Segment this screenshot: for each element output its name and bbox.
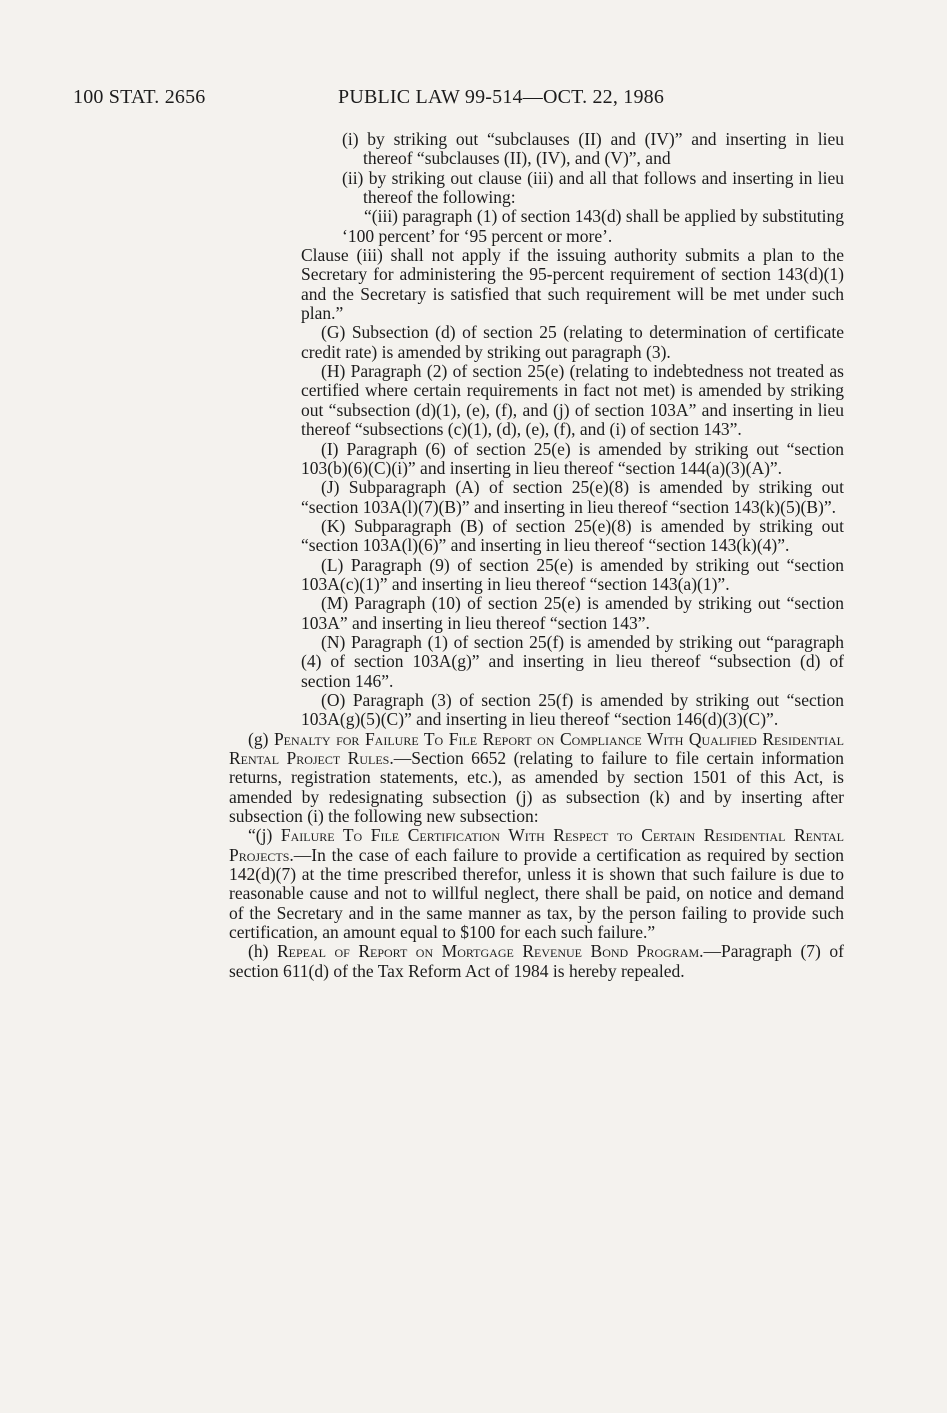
subsection-g-label: (g) [248,728,274,749]
statute-body [0,130,947,981]
subsection-j [229,826,844,942]
subparagraph-G: (G) Subsection (d) of section 25 (relating to determination of certificate credit rate) is amended by striking out paragraph (3). [301,322,844,362]
subsection-j-heading: Failure To File Certification With Respect to Certain Residential Rental Projects. [229,825,845,865]
subparagraph-I: (I) Paragraph (6) of section 25(e) is amended by striking out “section 103(b)(6)(C)(i)” and inserting in lieu thereof “section 144(a)(3)(A)”. [301,438,844,478]
subsection-g-heading: Penalty for Failure To File Report on Compliance With Qualified Residential Rental Project Rules. [229,728,845,768]
subparagraph-J: (J) Subparagraph (A) of section 25(e)(8) is amended by striking out “section 103A(l)(7)(B)” and inserting in lieu thereof “section 143(k)(5)(B)”. [301,477,844,517]
subparagraph-H: (H) Paragraph (2) of section 25(e) (relating to indebtedness not treated as certified where certain requirements in fact not met) is amended by striking out “subsection (d)(1), (e), (f), and (j) of section 103A” and inserting in lieu thereof “subsections (c)(1), (d), (e), (f), and (i) of section 143”. [301,361,844,440]
statute-page-number: 100 STAT. 2656 [73,86,206,108]
subparagraph-K: (K) Subparagraph (B) of section 25(e)(8) is amended by striking out “section 103A(l)(6)” and inserting in lieu thereof “section 143(k)(4)”. [301,515,844,556]
subsection-h-label: (h) [248,941,277,962]
law-title: PUBLIC LAW 99-514—OCT. 22, 1986 [338,86,665,108]
subsection-j-text: —In the case of each failure to provide a certification as required by section 142(d)(7) at the time prescribed therefor, unless it is shown that such failure is due to reasonable cause and not to willful neglect, there shall be paid, on notice and demand of the Secretary and in the same manner as tax, by the person failing to provide such certification, an amount equal to $100 for each such failure.” [229,844,844,943]
subparagraph-L: (L) Paragraph (9) of section 25(e) is amended by striking out “section 103A(c)(1)” and inserting in lieu thereof “section 143(a)(1)”. [301,554,844,594]
subparagraph-N: (N) Paragraph (1) of section 25(f) is amended by striking out “paragraph (4) of section 103A(g)” and inserting in lieu thereof “subsection (d) of section 146”. [301,631,844,691]
subsection-g [229,730,844,827]
clause-iii-condition: Clause (iii) shall not apply if the issuing authority submits a plan to the Secretary for administering the 95-percent requirement of section 143(d)(1) and the Secretary is satisfied that such requirement will be met under such plan.” [301,245,844,324]
clause-iii: “(iii) paragraph (1) of section 143(d) shall be applied by substituting ‘100 percent’ for ‘95 percent or more’. [342,206,844,246]
subparagraph-M: (M) Paragraph (10) of section 25(e) is amended by striking out “section 103A” and inserting in lieu thereof “section 143”. [301,593,844,633]
clause-i: (i) by striking out “subclauses (II) and (IV)” and inserting in lieu thereof “subclauses (II), (IV), and (V)”, and [342,129,844,169]
subsection-j-label: “(j) [248,825,281,846]
subsection-h-heading: Repeal of Report on Mortgage Revenue Bond Program. [276,941,704,962]
subparagraph-O: (O) Paragraph (3) of section 25(f) is amended by striking out “section 103A(g)(5)(C)” and inserting in lieu thereof “section 146(d)(3)(C)”. [301,689,844,730]
subsection-h-text: —Paragraph (7) of section 611(d) of the Tax Reform Act of 1984 is hereby repealed. [229,941,844,981]
subsection-g-text: —Section 6652 (relating to failure to file certain information returns, registration statements, etc.), as amended by section 1501 of this Act, is amended by redesignating subsection (j) as subsection (k) and by inserting after subsection (i) the following new subsection: [229,748,844,827]
clause-ii: (ii) by striking out clause (iii) and all that follows and inserting in lieu thereof the following: [342,167,844,208]
subsection-h [229,942,844,981]
